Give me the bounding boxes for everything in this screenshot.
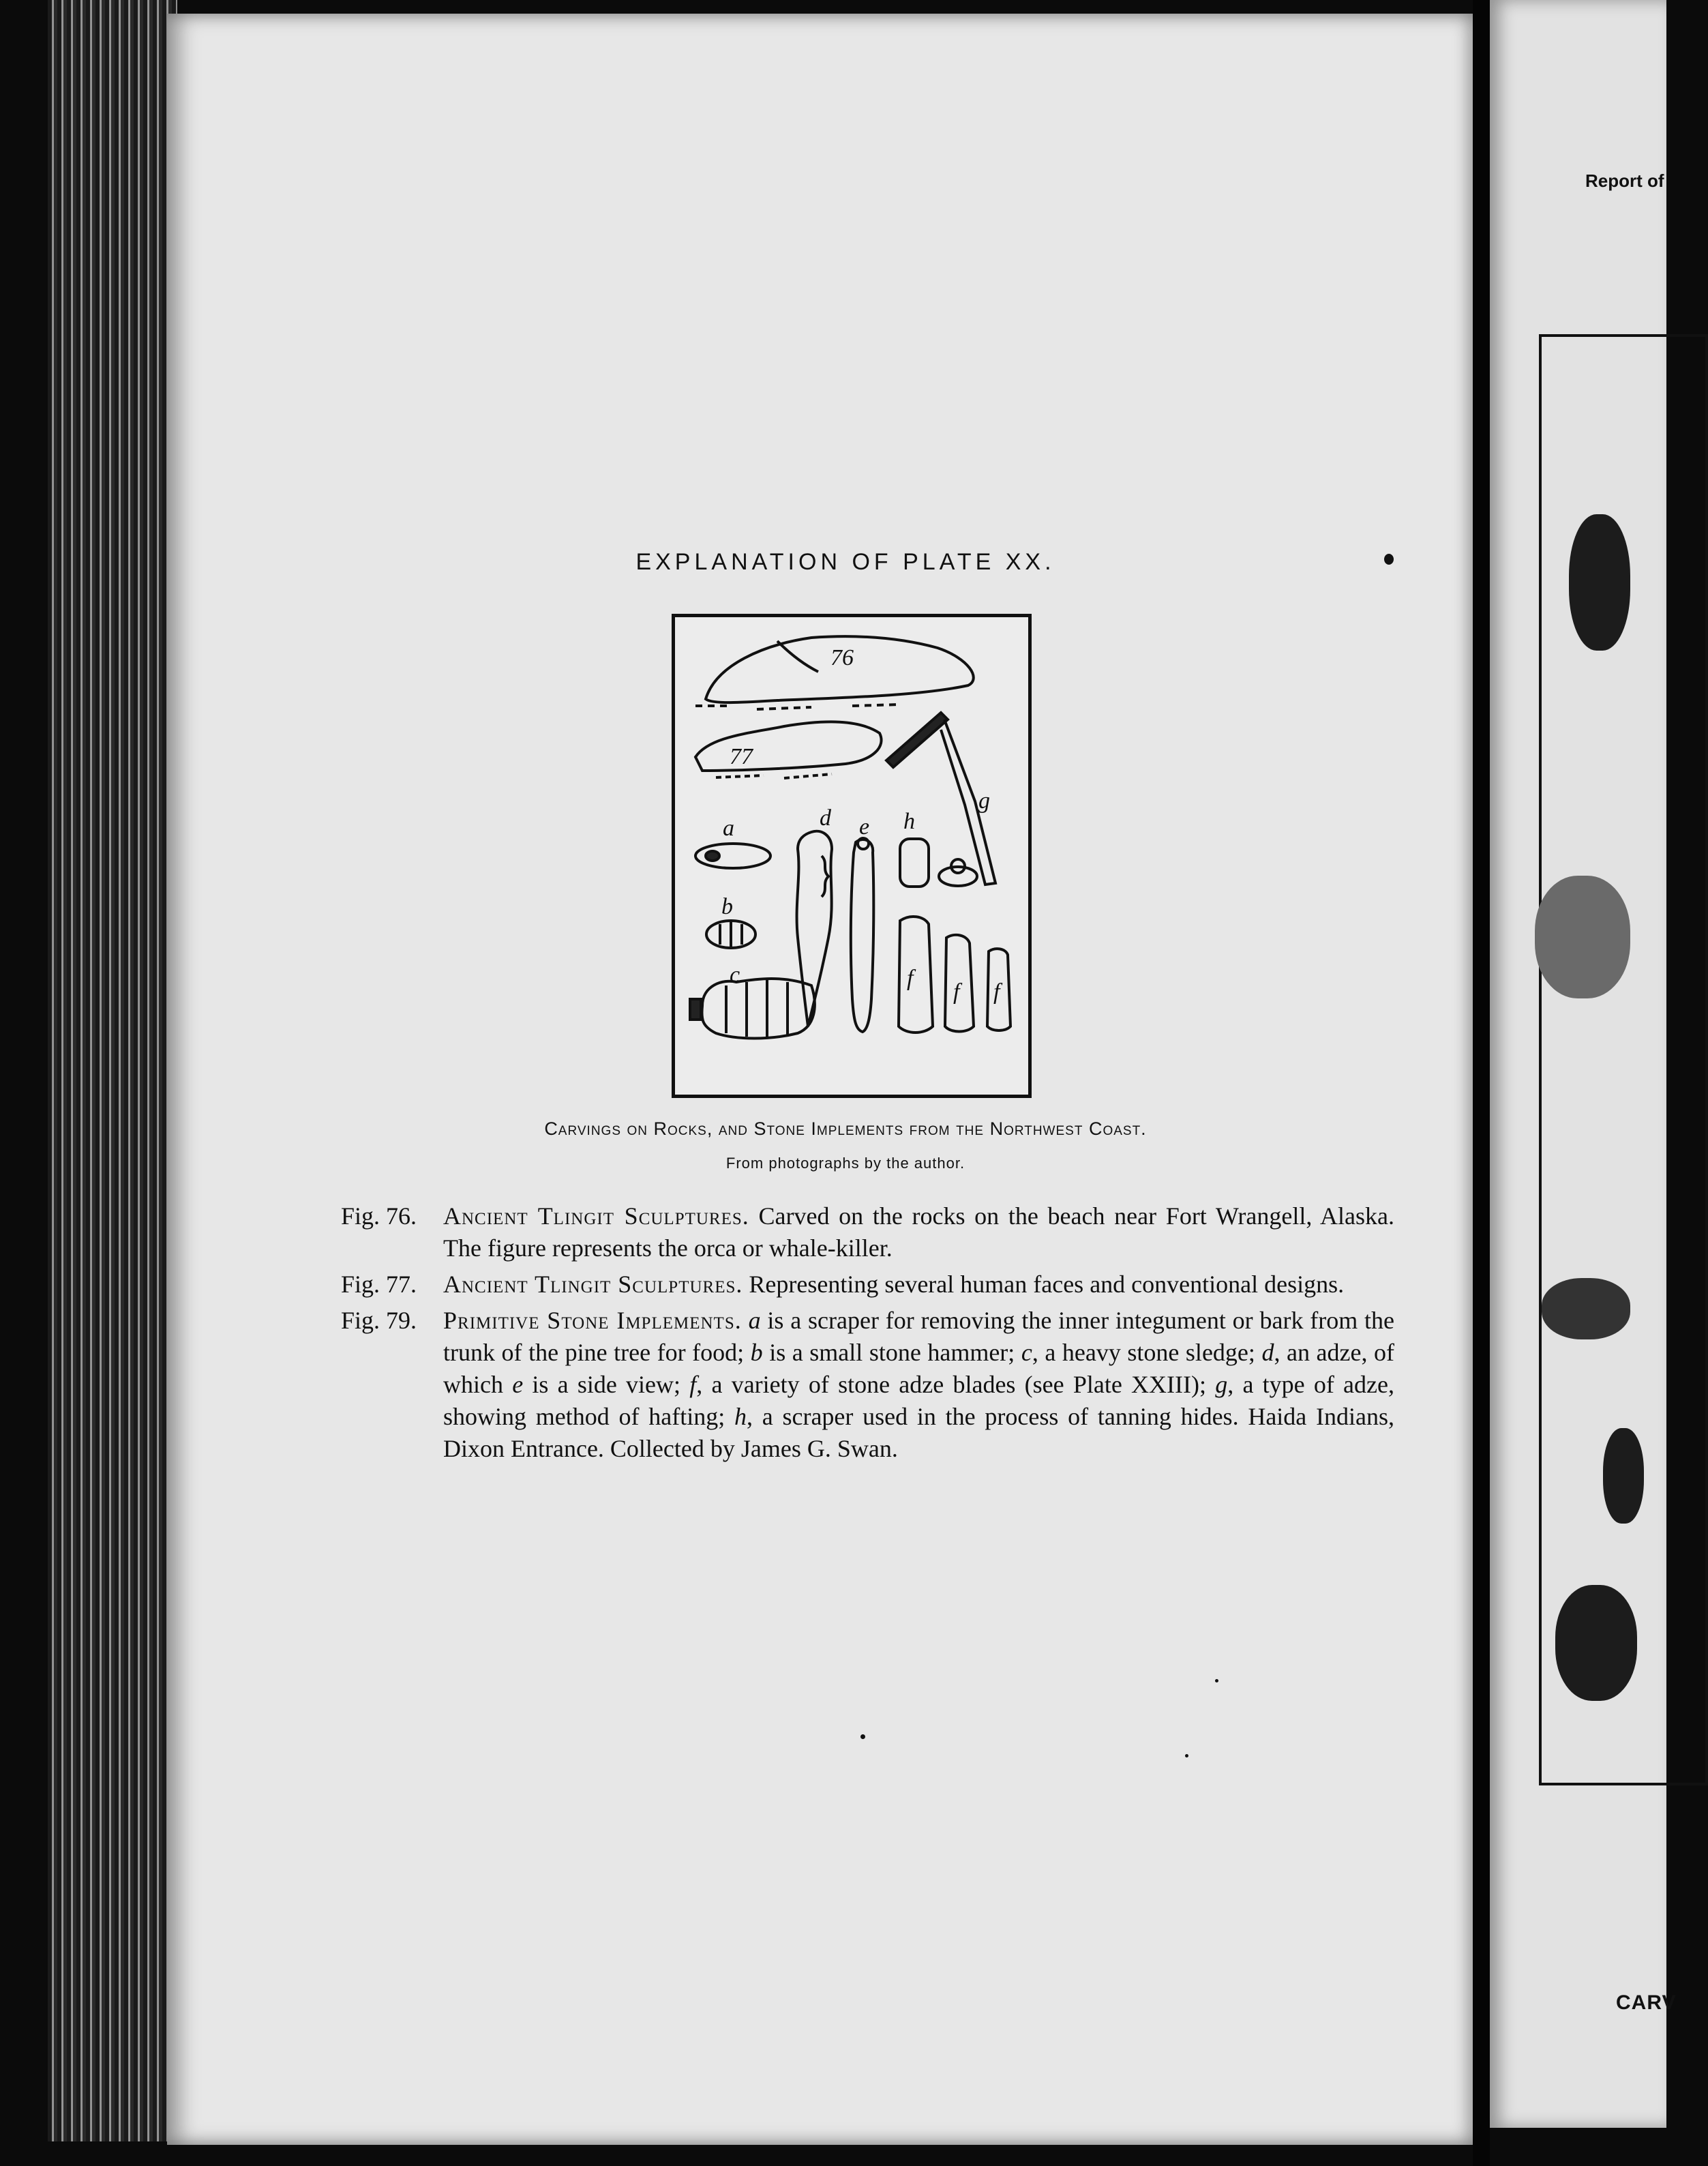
rock-carving-77 [695, 722, 882, 771]
label-g: g [978, 788, 990, 814]
right-plate-object [1555, 1585, 1637, 1701]
figure-label: Fig. 76. [341, 1202, 417, 1230]
label-a: a [723, 816, 734, 841]
right-page-plate [1539, 334, 1708, 1785]
label-b: b [721, 894, 733, 919]
label-fig-77: 77 [730, 744, 753, 769]
plate-credit: From photographs by the author. [725, 1155, 965, 1172]
label-f: f [907, 966, 914, 991]
label-f: f [993, 979, 1000, 1005]
figure-entry [341, 1305, 1394, 1465]
right-plate-object [1535, 876, 1630, 998]
figure-letter-ref: g [1215, 1371, 1228, 1398]
ink-speck [1185, 1754, 1188, 1757]
plate-caption [382, 1118, 1309, 1140]
figure-description [443, 1305, 1394, 1465]
right-plate-object [1569, 514, 1630, 651]
adze-blade-f [899, 917, 933, 1033]
right-page-header: Report of [1585, 170, 1664, 191]
book-page-edges [48, 0, 177, 2141]
figure-entry [341, 1269, 1394, 1301]
figure-letter-ref: e [512, 1371, 524, 1398]
figure-entry [341, 1200, 1394, 1264]
adze-g-head [886, 713, 948, 767]
scraper-h [900, 839, 929, 887]
label-d: d [820, 805, 831, 831]
adze-e-side-view [851, 840, 873, 1032]
figure-label: Fig. 79. [341, 1307, 417, 1334]
figure-text: Representing several human faces and conventional designs. [749, 1271, 1345, 1298]
ink-speck [1384, 554, 1394, 565]
figure-title: Ancient Tlingit Sculptures. [443, 1202, 749, 1230]
figure-explanations [341, 1200, 1394, 1469]
right-plate-object [1603, 1428, 1644, 1524]
ink-speck [860, 1734, 865, 1739]
figure-description [443, 1269, 1394, 1301]
right-plate-object [1542, 1278, 1630, 1339]
figure-description [443, 1200, 1394, 1264]
label-e: e [859, 814, 870, 840]
figure-letter-ref: b [750, 1339, 763, 1366]
sledge-c [702, 979, 814, 1039]
figure-letter-ref: h [734, 1403, 747, 1430]
figure-text: a is a scraper for removing the inner integument or bark from the trunk of the pine tree for food; b is a small stone hammer; c, a heavy stone sledge; d, an adze, of which e is a side view; f, a variety of stone adze blades (see Plate XXIII); g, a type of adze, showing method of hafting; h, a scraper used in the process of tanning hides. Haida Indians, Dixon Entrance. Collected by James G. Swan. [443, 1307, 1395, 1462]
figure-letter-ref: f [689, 1371, 697, 1398]
scraper-h-small [939, 867, 977, 886]
label-f: f [953, 979, 960, 1005]
right-page [1490, 0, 1677, 2128]
figure-text: Carved on the rocks on the beach near Fort Wrangell, Alaska. The figure represents the orca or whale-killer. [443, 1202, 1395, 1262]
figure-title: Ancient Tlingit Sculptures. [443, 1271, 743, 1298]
book-gutter [1473, 0, 1490, 2166]
figure-title: Primitive Stone Implements. [443, 1307, 742, 1334]
plate-drawing [675, 617, 1028, 1095]
plate-caption-text: Carvings on Rocks, and Stone Implements from the Northwest Coast. [544, 1118, 1147, 1139]
figure-label: Fig. 77. [341, 1271, 417, 1298]
label-h: h [903, 809, 915, 834]
right-page-footer: CARV [1616, 1991, 1677, 2014]
label-c: c [730, 962, 740, 988]
label-fig-76: 76 [830, 645, 854, 670]
figure-letter-ref: a [748, 1307, 761, 1334]
plate-heading: EXPLANATION OF PLATE XX. [635, 549, 1055, 575]
plate-illustration [672, 614, 1032, 1098]
figure-letter-ref: c [1021, 1339, 1032, 1366]
figure-letter-ref: d [1261, 1339, 1274, 1366]
ink-speck [1215, 1679, 1218, 1682]
